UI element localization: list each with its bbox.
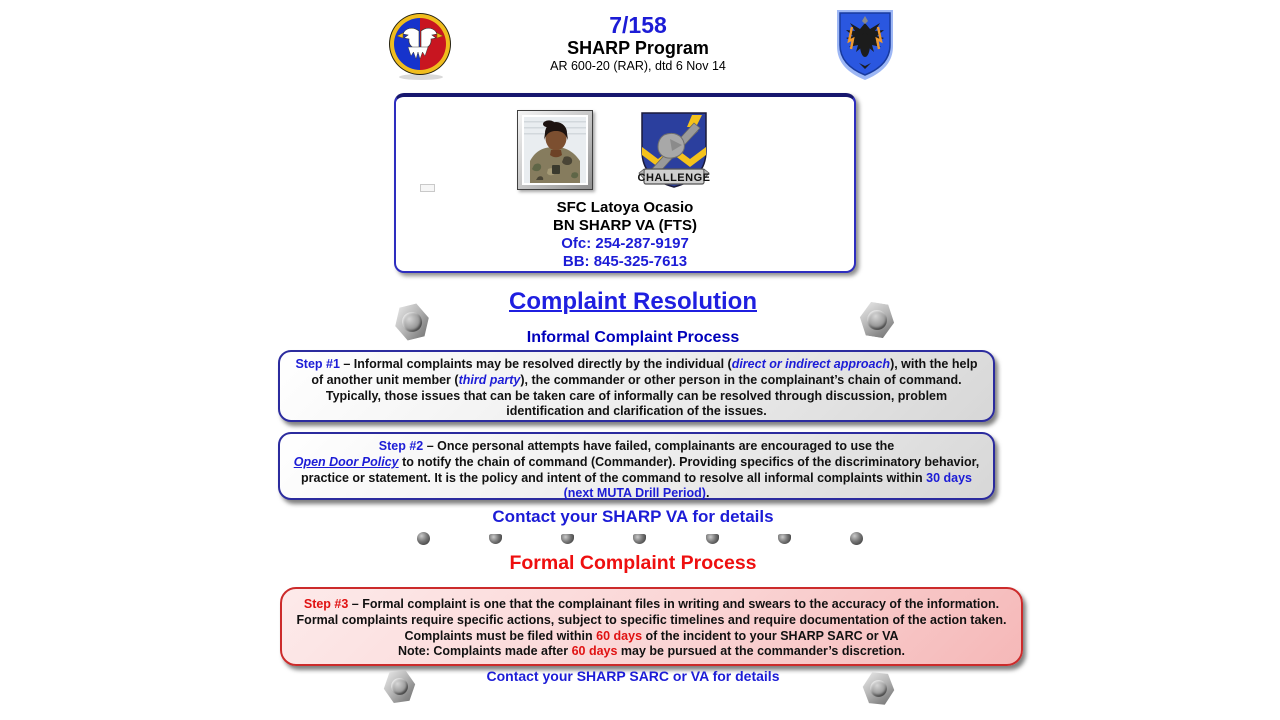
text-segment: 30 days (next MUTA Drill Period): [563, 470, 972, 501]
informal-process-heading: Informal Complaint Process: [526, 329, 740, 346]
crest-motto: CHALLENGE: [637, 172, 711, 184]
page-title: Complaint Resolution: [509, 288, 757, 315]
step3-formal-box: [280, 587, 1023, 666]
rivet-dot-icon: [706, 534, 719, 544]
blackberry-phone: BB: 845-325-7613: [562, 252, 688, 270]
text-segment: – Formal complaint is one that the complainant files in writing and swears to the accuracy of the information. Formal complaints require specific actions, subject to specific timelines and require documentation of the action taken. Complaints must be filed within: [296, 597, 1007, 643]
text-segment: 60 days: [596, 628, 643, 643]
text-segment: to notify the chain of command (Commander). Providing specifics of the discriminatory behavior, practice or statement. It is the policy and intent of the command to resolve all informal complaints within: [301, 454, 980, 485]
step1-informal-box: [278, 350, 995, 422]
soldier-portrait-photo: [517, 110, 593, 190]
text-segment: ), the commander or other person in the complainant’s chain of command. Typically, those issues that can be taken care of informally can be resolved through discussion, problem identification and clarification of the issues.: [325, 372, 962, 419]
formal-process-heading: Formal Complaint Process: [509, 552, 757, 574]
rivet-dot-icon: [417, 532, 430, 545]
text-segment: of the incident to your SHARP SARC or VA: [642, 628, 899, 643]
text-segment: – Once personal attempts have failed, complainants are encouraged to use the: [423, 439, 895, 453]
text-segment: may be pursued at the commander’s discretion.: [617, 644, 906, 659]
rivet-dot-icon: [561, 534, 574, 544]
text-segment: direct or indirect approach: [731, 357, 891, 371]
challenge-crest-icon: [636, 109, 712, 195]
regulation-reference: AR 600-20 (RAR), dtd 6 Nov 14: [550, 59, 726, 73]
text-segment: 60 days: [571, 644, 618, 659]
text-segment: .: [705, 486, 710, 501]
text-segment: ), with the help of another unit member (: [311, 357, 978, 387]
rivet-dot-icon: [633, 534, 646, 544]
rivet-divider: [417, 532, 863, 546]
rivet-dot-icon: [850, 532, 863, 545]
text-segment: Note: Complaints made after: [397, 644, 572, 659]
contact-info: [396, 199, 854, 270]
rivet-dot-icon: [489, 534, 502, 544]
step2-informal-box: [278, 432, 995, 500]
text-segment: third party: [458, 372, 521, 387]
contact-role: BN SHARP VA (FTS): [553, 217, 697, 234]
text-segment: Step #3: [303, 597, 349, 611]
stray-rectangle-artifact: [420, 184, 435, 192]
office-phone: Ofc: 254-287-9197: [561, 235, 689, 252]
open-door-policy-link[interactable]: Open Door Policy: [293, 454, 399, 469]
text-segment: – Informal complaints may be resolved directly by the individual (: [339, 357, 732, 371]
sharp-contact-card: [394, 93, 856, 273]
contact-va-text: Contact your SHARP VA for details: [492, 507, 774, 526]
rivet-dot-icon: [778, 534, 791, 544]
text-segment: Step #2: [378, 439, 424, 453]
text-segment: Step #1: [295, 357, 340, 371]
aviation-shield-icon: [832, 7, 898, 83]
contact-sarc-text: Contact your SHARP SARC or VA for details: [486, 668, 780, 684]
slide-header: [380, 12, 896, 74]
program-title: SHARP Program: [567, 38, 709, 58]
contact-name: SFC Latoya Ocasio: [556, 199, 694, 216]
unit-number: 7/158: [609, 12, 667, 38]
